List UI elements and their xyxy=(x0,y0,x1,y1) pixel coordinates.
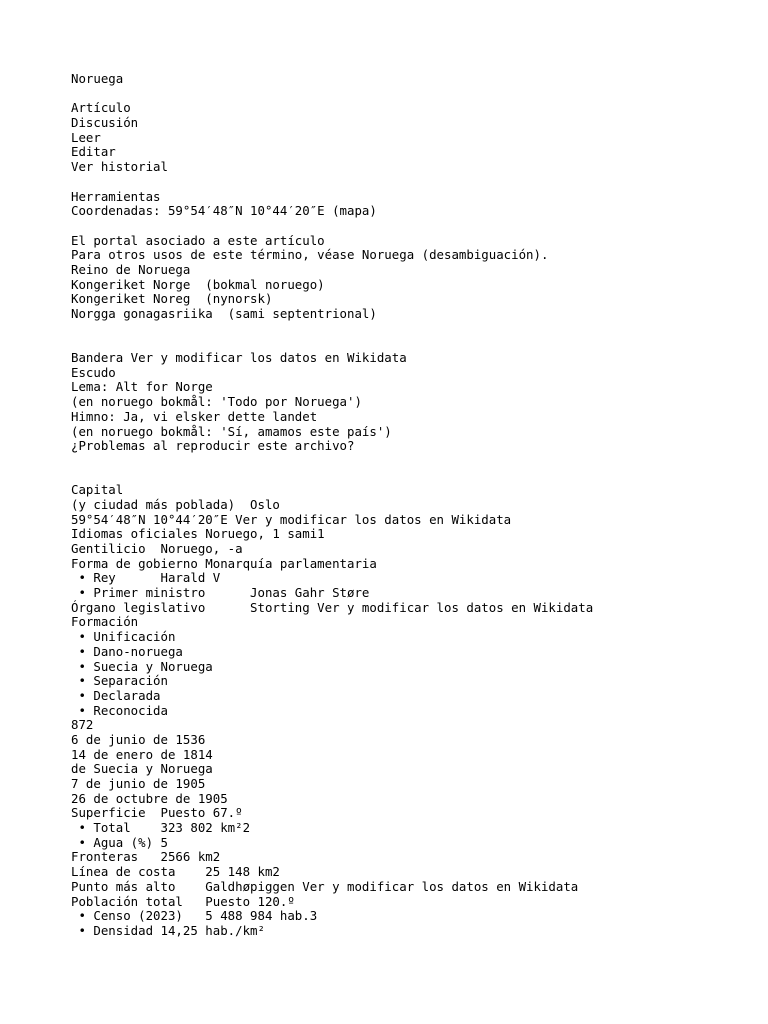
infobox-row: • Total 323 802 km²2 xyxy=(71,820,251,836)
coat-of-arms-link[interactable]: Escudo xyxy=(71,364,116,380)
tab-discussion[interactable]: Discusión xyxy=(71,115,139,131)
infobox-row: • Separación xyxy=(71,673,168,689)
coordinates-line[interactable]: Coordenadas: 59°54′48″N 10°44′20″E (mapa) xyxy=(71,203,377,219)
infobox-row[interactable]: • Primer ministro Jonas Gahr Støre xyxy=(71,585,370,601)
infobox-row[interactable]: • Dano-noruega xyxy=(71,643,183,659)
tab-article[interactable]: Artículo xyxy=(71,100,131,116)
tab-read[interactable]: Leer xyxy=(71,129,101,145)
infobox-row: • Declarada xyxy=(71,687,161,703)
infobox-row: • Unificación xyxy=(71,629,176,645)
infobox-row: • Censo (2023) 5 488 984 hab.3 xyxy=(71,908,318,924)
tools-menu[interactable]: Herramientas xyxy=(71,188,161,204)
portal-link[interactable]: El portal asociado a este artículo xyxy=(71,232,325,248)
infobox-row[interactable]: 59°54′48″N 10°44′20″E Ver y modificar los datos en Wikidata xyxy=(71,511,512,527)
infobox-row[interactable]: (y ciudad más poblada) Oslo xyxy=(71,496,280,512)
spacer xyxy=(71,219,751,234)
infobox-row: Superficie Puesto 67.º xyxy=(71,805,243,821)
flag-line[interactable]: Bandera Ver y modificar los datos en Wikidata xyxy=(71,350,407,366)
motto: Lema: Alt for Norge xyxy=(71,379,213,395)
infobox-row: Fronteras 2566 km2 xyxy=(71,849,221,865)
infobox-row[interactable]: • Rey Harald V xyxy=(71,570,221,586)
spacer xyxy=(71,322,751,351)
country-name-sami: Norgga gonagasriika (sami septentrional) xyxy=(71,306,377,321)
infobox-row[interactable]: 26 de octubre de 1905 xyxy=(71,790,228,806)
infobox-row: Línea de costa 25 148 km2 xyxy=(71,864,280,880)
anthem[interactable]: Himno: Ja, vi elsker dette landet xyxy=(71,408,318,424)
infobox-row: • Reconocida xyxy=(71,702,168,718)
infobox-row: • Agua (%) 5 xyxy=(71,834,168,850)
motto-translation: (en noruego bokmål: 'Todo por Noruega') xyxy=(71,394,362,410)
infobox-row[interactable]: 14 de enero de 1814 xyxy=(71,746,213,762)
infobox-row[interactable]: Punto más alto Galdhøpiggen Ver y modificar los datos en Wikidata xyxy=(71,878,579,894)
tab-history[interactable]: Ver historial xyxy=(71,159,168,175)
infobox-row[interactable]: Idiomas oficiales Noruego, 1 sami1 xyxy=(71,526,325,542)
page-title: Noruega xyxy=(71,71,124,86)
country-name-bokmal: Kongeriket Norge (bokmal noruego) xyxy=(71,276,325,292)
infobox-row: Formación xyxy=(71,614,139,630)
infobox-row: Gentilicio Noruego, -a xyxy=(71,541,243,557)
infobox-row[interactable]: Forma de gobierno Monarquía parlamentaria xyxy=(71,555,377,571)
spacer xyxy=(71,454,751,483)
infobox-row[interactable]: 6 de junio de 1536 xyxy=(71,731,206,747)
infobox-row[interactable]: de Suecia y Noruega xyxy=(71,761,213,777)
disambiguation-note[interactable]: Para otros usos de este término, véase Noruega (desambiguación). xyxy=(71,247,549,263)
country-name: Reino de Noruega xyxy=(71,261,191,277)
infobox-row: • Densidad 14,25 hab./km² xyxy=(71,922,265,938)
infobox-row: Población total Puesto 120.º xyxy=(71,893,295,909)
spacer xyxy=(71,87,751,102)
infobox-row[interactable]: 7 de junio de 1905 xyxy=(71,776,206,792)
tab-edit[interactable]: Editar xyxy=(71,144,116,160)
anthem-translation: (en noruego bokmål: 'Sí, amamos este país') xyxy=(71,423,392,439)
country-name-nynorsk: Kongeriket Noreg (nynorsk) xyxy=(71,291,273,307)
article-page xyxy=(71,72,751,939)
audio-help-link[interactable]: ¿Problemas al reproducir este archivo? xyxy=(71,438,355,454)
infobox-row: Capital xyxy=(71,482,124,498)
infobox-row[interactable]: 872 xyxy=(71,717,94,733)
infobox-row[interactable]: • Suecia y Noruega xyxy=(71,658,213,674)
infobox xyxy=(71,483,751,938)
infobox-row[interactable]: Órgano legislativo Storting Ver y modificar los datos en Wikidata xyxy=(71,599,594,615)
spacer xyxy=(71,175,751,190)
